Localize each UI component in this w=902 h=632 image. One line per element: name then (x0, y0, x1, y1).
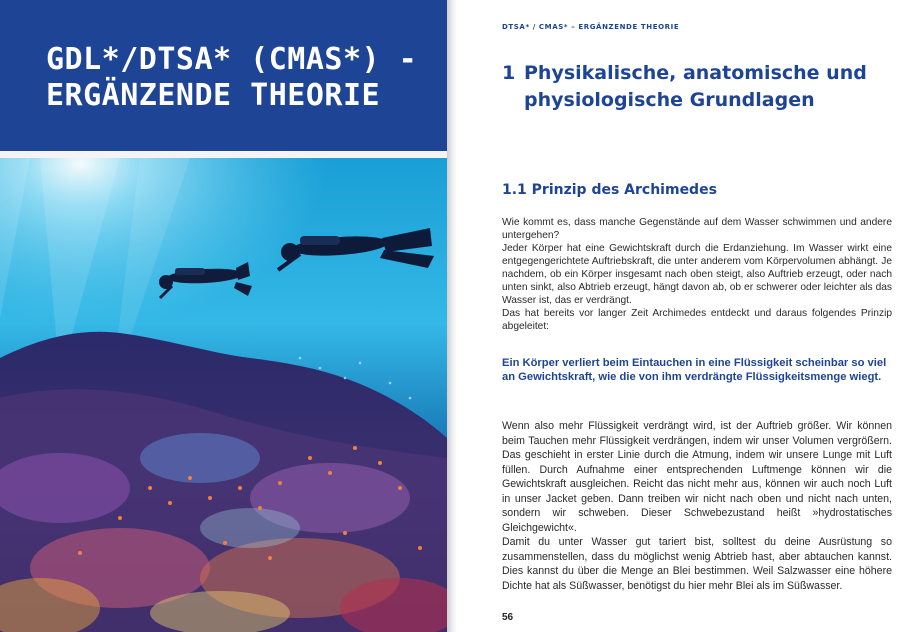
page-number: 56 (502, 612, 514, 623)
chapter-number: 1 (502, 62, 516, 84)
chapter-title: Physikalische, anatomische und physiologische Grundlagen (524, 62, 867, 111)
explanation-paragraph: Damit du unter Wasser gut tariert bist, solltest du deine Ausrüstung so zusammenstellen, dass du möglichst wenig Abtrieb hast, aber abtauchen kannst. Dies kannst du über die Menge an Blei bestimmen. Weil Salzwasser eine höhere Dichte hat als Süßwasser, benötigst du hier mehr Blei als im Süßwasser. (502, 536, 892, 592)
explanation-text (502, 419, 892, 593)
explanation-paragraph: Wenn also mehr Flüssigkeit verdrängt wird, ist der Auftrieb größer. Wir können beim Tauchen mehr Flüssigkeit verdrängen, indem wir unser Volumen vergrößern. Das geschieht in erster Linie durch die Atmung, indem wir unsere Lunge mit Luft füllen. Durch Aufnahme einer entsprechenden Luftmenge können wir die Gewichtskraft ausgleichen. Reicht das nicht mehr aus, können wir auch noch Luft in unser Jacket geben. Dann treiben wir nicht nach oben und nicht nach unten, sondern wir schweben. Dieser Schwebezustand heißt »hydrostatisches Gleichgewicht«. (502, 420, 892, 534)
right-page (457, 0, 902, 632)
intro-paragraph: Das hat bereits vor langer Zeit Archimedes entdeckt und daraus folgendes Prinzip abgeleitet: (502, 308, 892, 332)
reef-photo (0, 158, 447, 632)
chapter-heading (502, 60, 892, 114)
intro-paragraph: Wie kommt es, dass manche Gegenstände auf dem Wasser schwimmen und andere untergehen? (502, 217, 892, 241)
book-gutter (447, 0, 457, 632)
chapter-cover-title: GDL*/DTSA* (CMAS*) - ERGÄNZENDE THEORIE (46, 42, 418, 113)
intro-paragraph: Jeder Körper hat eine Gewichtskraft durch die Erdanziehung. Im Wasser wirkt eine entgegengerichtete Auftriebskraft, die unter anderem vom Körpervolumen abhängt. Je nachdem, ob ein Körper insgesamt nach oben steigt, also Auftrieb erzeugt, oder nach unten sinkt, also Abtrieb erzeugt, hängt davon ab, ob er schwerer oder leichter als das Wasser ist, das er verdrängt. (502, 243, 892, 306)
archimedes-principle: Ein Körper verliert beim Eintauchen in eine Flüssigkeit scheinbar so viel an Gewichtskraft, wie die von ihm verdrängte Flüssigkeitsmenge wiegt. (502, 357, 887, 383)
section-heading: 1.1 Prinzip des Archimedes (502, 182, 717, 198)
title-band (0, 0, 447, 151)
running-head: DTSA* / CMAS* – ERGÄNZENDE THEORIE (502, 23, 680, 31)
reef-photo-illustration (0, 158, 447, 632)
intro-text (502, 216, 892, 333)
left-page (0, 0, 450, 632)
